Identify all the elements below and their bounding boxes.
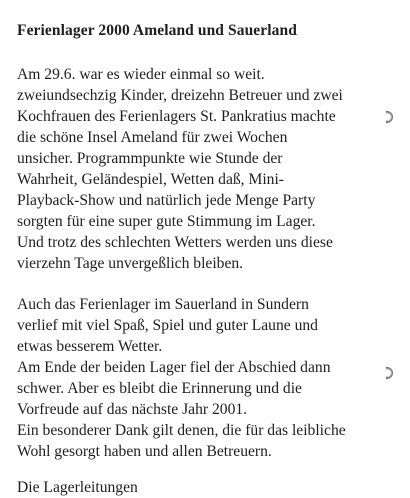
- text-line: Playback-Show und natürlich jede Menge Party: [17, 192, 316, 209]
- text-line: sorgten für eine super gute Stimmung im Lager.: [17, 213, 316, 230]
- scroll-edge-icon: [386, 111, 393, 123]
- text-line: Vorfreude auf das nächste Jahr 2001.: [17, 401, 248, 418]
- text-line: Wahrheit, Geländespiel, Wetten daß, Mini-: [17, 171, 284, 188]
- text-line: Wohl gesorgt haben und allen Betreuern.: [17, 443, 272, 460]
- text-line: schwer. Aber es bleibt die Erinnerung und die: [17, 380, 302, 397]
- page-title: Ferienlager 2000 Ameland und Sauerland: [17, 22, 297, 39]
- text-line: verlief mit viel Spaß, Spiel und guter Laune und: [17, 317, 318, 334]
- text-line: etwas besserem Wetter.: [17, 338, 163, 355]
- text-line: unsicher. Programmpunkte wie Stunde der: [17, 150, 283, 167]
- text-line: Am Ende der beiden Lager fiel der Abschied dann: [17, 359, 331, 376]
- text-line: Auch das Ferienlager im Sauerland in Sundern: [17, 296, 309, 313]
- text-line: zweiundsechzig Kinder, dreizehn Betreuer und zwei: [17, 87, 343, 104]
- scroll-edge-icon: [386, 367, 393, 379]
- text-line: die schöne Insel Ameland für zwei Wochen: [17, 129, 288, 146]
- text-line: Kochfrauen des Ferienlagers St. Pankratius machte: [17, 108, 336, 125]
- text-line: Am 29.6. war es wieder einmal so weit.: [17, 66, 265, 83]
- signature-line: Die Lagerleitungen: [17, 479, 138, 496]
- text-line: Und trotz des schlechten Wetters werden uns diese: [17, 234, 333, 251]
- text-line: vierzehn Tage unvergeßlich bleiben.: [17, 255, 244, 272]
- text-line: Ein besonderer Dank gilt denen, die für das leibliche: [17, 422, 346, 439]
